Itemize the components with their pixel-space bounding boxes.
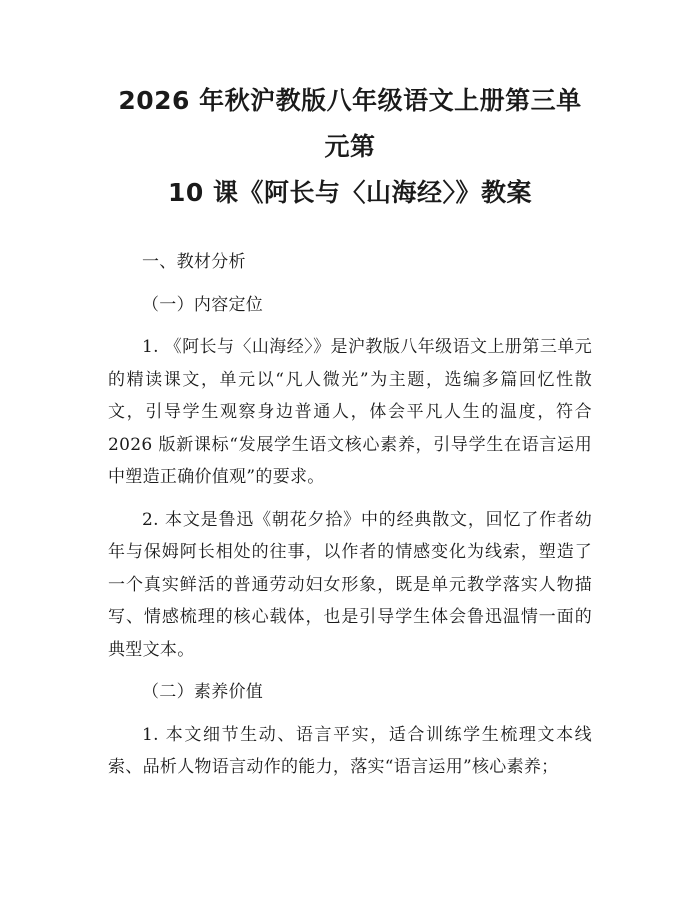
document-body	[108, 246, 592, 784]
document-title	[108, 78, 592, 216]
section-heading-materials-analysis: 一、教材分析	[142, 252, 246, 272]
title-line-2: 10 课《阿长与〈山海经〉》教案	[168, 178, 532, 207]
subsection-heading-literacy-value: （二）素养价值	[142, 682, 264, 702]
subsection-heading-content-positioning: （一）内容定位	[142, 294, 264, 315]
paragraph-literacy-value-1: 1. 本文细节生动、语言平实，适合训练学生梳理文本线索、品析人物语言动作的能力，落实“语言运用”核心素养；	[108, 724, 592, 777]
paragraph-content-positioning-2: 2. 本文是鲁迅《朝花夕拾》中的经典散文，回忆了作者幼年与保姆阿长相处的往事，以作者的情感变化为线索，塑造了一个真实鲜活的普通劳动妇女形象，既是单元教学落实人物描写、情感梳理的核心载体，也是引导学生体会鲁迅温情一面的典型文本。	[108, 509, 592, 660]
title-line-1: 2026 年秋沪教版八年级语文上册第三单元第	[118, 86, 582, 161]
paragraph-content-positioning-1: 1. 《阿长与〈山海经〉》是沪教版八年级语文上册第三单元的精读课文，单元以“凡人微光”为主题，选编多篇回忆性散文，引导学生观察身边普通人，体会平凡人生的温度，符合 2026 版新课标“发展学生语文核心素养，引导学生在语言运用中塑造正确价值观”的要求。	[108, 337, 592, 487]
